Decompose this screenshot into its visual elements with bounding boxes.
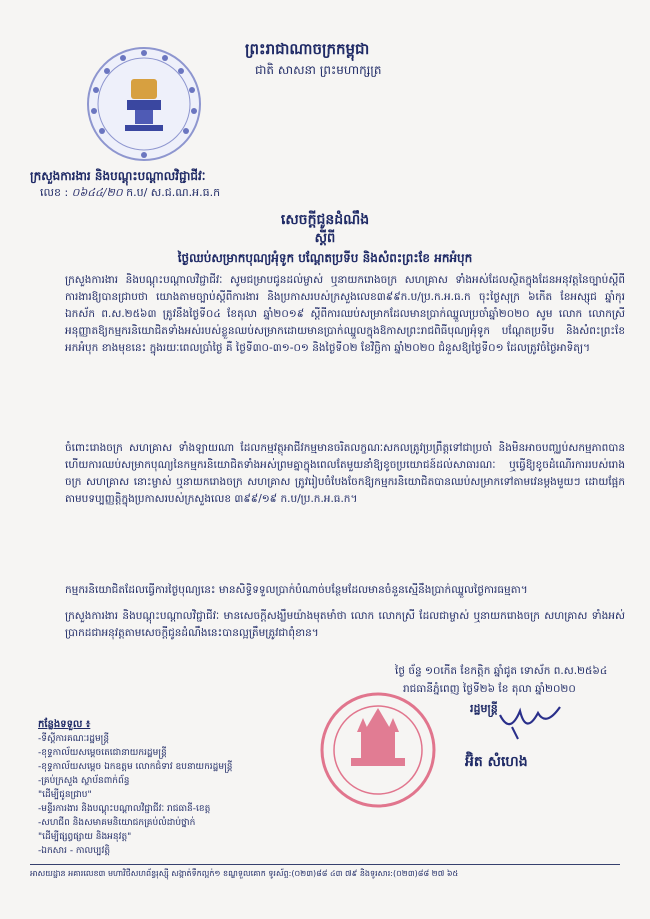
solar-date: រាជធានីភ្នំពេញ ថ្ងៃទី២៦ ខែ តុលា ឆ្នាំ២០២០: [403, 683, 576, 695]
recipient-item: "ដើម្បីជូនជ្រាប": [38, 790, 92, 800]
footer-divider: [30, 864, 620, 865]
recipients-heading: កន្លែងទទួល ៖: [38, 719, 91, 730]
minister-title: រដ្ឋមន្ត្រី: [470, 702, 498, 715]
ministry-logo: [85, 45, 203, 163]
kingdom-heading: ព្រះរាជាណាចក្រកម្ពុជា: [245, 40, 370, 58]
notice-about: ស្តីពី: [314, 231, 336, 246]
reference-suffix: ក.ប/ ស.ជ.ណ.អ.ធ.ក: [122, 186, 221, 199]
footer-address: អាសយដ្ឋាន អគារលេខ៣ មហាវិថីសហព័ន្ធរុស្ស៊ី សង្កាត់ទឹកល្អក់១ ខណ្ឌទួលគោក ទូរស័ព្ទ:(០២៣)៨៨ ៤៣ ៧៩ និងទូរសារ:(០២៣)៨៨ ២៧ ៦៥: [30, 869, 459, 878]
recipient-item: -មន្ទីរការងារ និងបណ្តុះបណ្តាលវិជ្ជាជីវៈ រាជធានី-ខេត្ត: [38, 804, 211, 814]
national-motto: ជាតិ សាសនា ព្រះមហាក្សត្រ: [255, 63, 382, 77]
body-paragraph-2: ចំពោះរោងចក្រ សហគ្រាស ទាំងឡាយណា ដែលកម្មវត្ថុអាជីវកម្មមានចរិតលក្ខណៈសកលត្រូវប្រព្រឹត្តទៅជាប្រចាំ និងមិនអាចបញ្ឈប់សកម្មភាពបាន ហើយការឈប់សម្រាកបុណ្យនៃកម្មករនិយោជិតទាំងអស់ព្រមគ្នាក្នុងពេលតែមួយនាំឱ្យខូចប្រយោជន៍ដល់សាធារណៈ ឬធ្វើឱ្យខូចដំណើរការរបស់រោងចក្រ សហគ្រាស នោះម្ចាស់ ឬនាយករោងចក្រ សហគ្រាស ត្រូវរៀបចំបែងចែកឱ្យកម្មករនិយោជិតបានឈប់សម្រាកទៅតាមវេនម្តងមួយៗ ដោយផ្អែកតាមបទប្បញ្ញត្តិក្នុងប្រកាសរបស់ក្រសួងលេខ ៣៩៩/១៩ ក.ប/ប្រ.ក.អ.ធ.ក។: [65, 442, 625, 505]
body-paragraph-4: ក្រសួងការងារ និងបណ្តុះបណ្តាលវិជ្ជាជីវៈ មានសេចក្តីសង្ឃឹមយ៉ាងមុតមាំថា លោក លោកស្រី ដែលជាម្ចាស់ ឬនាយករោងចក្រ សហគ្រាស ទាំងអស់ប្រាកដជាអនុវត្តតាមសេចក្តីជូនដំណឹងនេះបានល្អត្រឹមត្រូវជាពុំខាន។: [65, 610, 625, 639]
body-paragraph-3: កម្មករនិយោជិតដែលធ្វើការថ្ងៃបុណ្យនេះ មានសិទ្ធិទទួលប្រាក់បំណាច់បន្ថែមដែលមានចំនួនស្មើនឹងប្រាក់ឈ្នួលថ្ងៃការធម្មតា។: [65, 584, 528, 596]
recipient-item: -ទីស្តីការគណៈរដ្ឋមន្ត្រី: [38, 734, 110, 744]
recipient-item: -គ្រប់ក្រសួង ស្ថាប័នពាក់ព័ន្ធ: [38, 776, 130, 786]
recipient-item: -ខុទ្ទកាល័យសម្តេចតេជោនាយករដ្ឋមន្ត្រី: [38, 748, 167, 758]
reference-label: លេខ :: [40, 186, 72, 199]
recipient-item: -សហជីព និងសមាគមនិយោជកគ្រប់លំដាប់ថ្នាក់: [38, 818, 196, 828]
ministry-name: ក្រសួងការងារ និងបណ្តុះបណ្តាលវិជ្ជាជីវៈ: [30, 169, 206, 183]
recipient-item: -ខុទ្ទកាល័យសម្តេច ឯកឧត្តម លោកជំទាវ ឧបនាយករដ្ឋមន្ត្រី: [38, 762, 233, 772]
reference-line: [40, 186, 300, 202]
recipient-item: "ដើម្បីផ្សព្វផ្សាយ និងអនុវត្ត": [38, 832, 132, 842]
handwritten-signature: [462, 705, 582, 755]
notice-title: សេចក្តីជូនដំណឹង: [280, 212, 370, 228]
reference-number: ០៦៤៤/២០: [71, 186, 123, 199]
lunar-date: ថ្ងៃ ច័ន្ទ ១០កើត ខែកត្តិក ឆ្នាំជូត ទោស័ក ព.ស.២៥៦៤: [395, 665, 608, 677]
notice-subject: ថ្ងៃឈប់សម្រាកបុណ្យអុំទូក បណ្តែតប្រទីប និងសំពះព្រះខែ អកអំបុក: [177, 251, 473, 265]
recipient-item: -ឯកសារ - កាលប្បវត្តិ: [38, 846, 111, 856]
body-paragraph-1: ក្រសួងការងារ និងបណ្តុះបណ្តាលវិជ្ជាជីវៈ សូមជម្រាបជូនដល់ម្ចាស់ ឬនាយករោងចក្រ សហគ្រាស ទាំងអស់ដែលស្ថិតក្នុងដែនអនុវត្តនៃច្បាប់ស្តីពីការងារឱ្យបានជ្រាបថា យោងតាមច្បាប់ស្តីពីការងារ និងប្រកាសរបស់ក្រសួងលេខ៣៩៩ក.ប/ប្រ.ក.អ.ធ.ក ចុះថ្ងៃសុក្រ ៦កើត ខែអស្សុជ ឆ្នាំកុរ ឯកស័ក ព.ស.២៥៦៣ ត្រូវនឹងថ្ងៃទី០៤ ខែតុលា ឆ្នាំ២០១៩ ស្តីពីការឈប់សម្រាកដែលមានប្រាក់ឈ្នួលប្រចាំឆ្នាំ២០២០ សូម លោក លោកស្រី អនុញ្ញាតឱ្យកម្មករនិយោជិតទាំងអស់របស់ខ្លួនឈប់សម្រាកដោយមានប្រាក់ឈ្នួលក្នុងឱកាសព្រះរាជពិធីបុណ្យអុំទូក បណ្តែតប្រទីប និងសំពះព្រះខែ អកអំបុក ខាងមុខនេះ ក្នុងរយៈពេលប្រាំថ្ងៃ គឺ ថ្ងៃទី៣០-៣១-០១ និងថ្ងៃទី០២ ខែវិច្ឆិកា ឆ្នាំ២០២០ ជំនួសឱ្យថ្ងៃទី០១ ដែលត្រូវចំថ្ងៃអាទិត្យ។: [65, 274, 625, 354]
minister-name: អ៊ិត សំហេង: [465, 754, 528, 770]
recipients-list: [38, 718, 308, 858]
official-seal-stamp: [313, 690, 443, 810]
